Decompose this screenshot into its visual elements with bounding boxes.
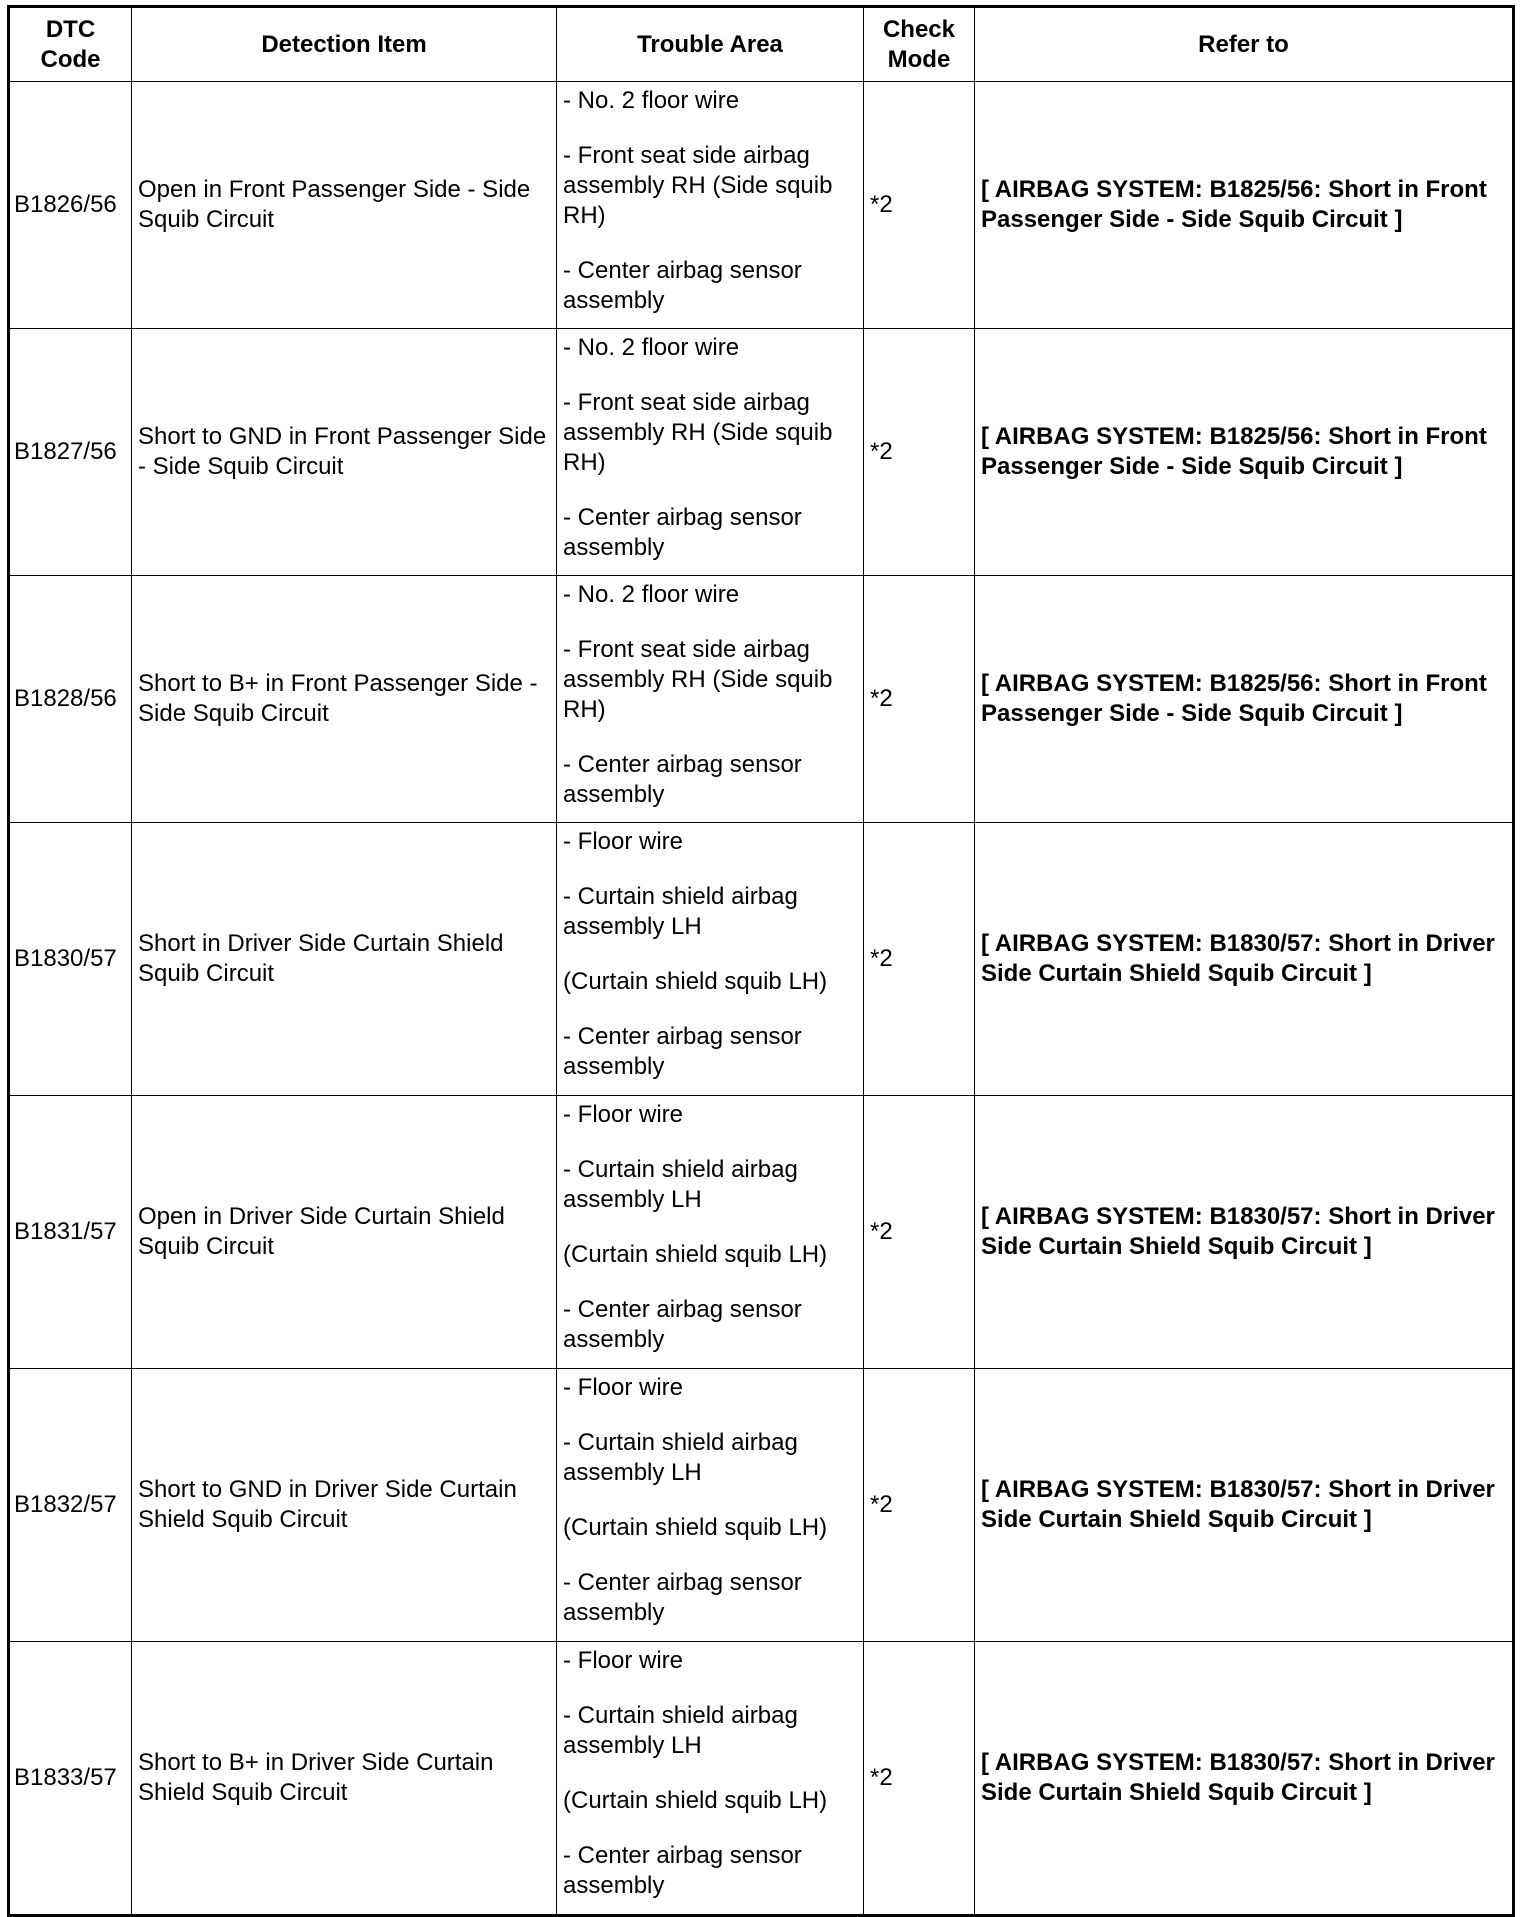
header-trouble-area: Trouble Area <box>557 7 864 82</box>
refer-to-link[interactable]: [ AIRBAG SYSTEM: B1830/57: Short in Driver Side Curtain Shield Squib Circuit ] <box>975 1096 1514 1369</box>
header-check-line1: Check <box>882 15 956 43</box>
check-mode-cell: *2 <box>864 1369 975 1642</box>
table-row <box>9 329 1514 576</box>
header-detection-item: Detection Item <box>132 7 557 82</box>
trouble-area-item: - No. 2 floor wire <box>563 581 740 608</box>
table-row <box>9 823 1514 1096</box>
dtc-code-cell: B1833/57 <box>9 1642 132 1916</box>
header-row <box>9 7 1514 82</box>
detection-item-cell: Short to GND in Front Passenger Side - Side Squib Circuit <box>132 329 557 576</box>
table-row <box>9 1096 1514 1369</box>
trouble-area-item: (Curtain shield squib LH) <box>563 1787 828 1814</box>
refer-to-link[interactable]: [ AIRBAG SYSTEM: B1825/56: Short in Front Passenger Side - Side Squib Circuit ] <box>975 576 1514 823</box>
header-check-mode <box>864 7 975 82</box>
trouble-area-item: (Curtain shield squib LH) <box>563 968 828 995</box>
trouble-area-item: - Center airbag sensor assembly <box>563 504 802 561</box>
check-mode-cell: *2 <box>864 823 975 1096</box>
dtc-code-cell: B1826/56 <box>9 82 132 329</box>
detection-item-cell: Open in Front Passenger Side - Side Squib Circuit <box>132 82 557 329</box>
detection-item-cell: Short to B+ in Front Passenger Side - Side Squib Circuit <box>132 576 557 823</box>
refer-to-link[interactable]: [ AIRBAG SYSTEM: B1830/57: Short in Driver Side Curtain Shield Squib Circuit ] <box>975 1642 1514 1916</box>
dtc-table <box>7 5 1515 1917</box>
trouble-area-item: - No. 2 floor wire <box>563 87 740 114</box>
header-dtc-line2: Code <box>40 45 101 73</box>
table-row <box>9 576 1514 823</box>
trouble-area-item: - Center airbag sensor assembly <box>563 751 802 808</box>
dtc-table-container <box>7 5 1512 1917</box>
trouble-area-item: - Front seat side airbag assembly RH (Side squib RH) <box>563 636 833 723</box>
refer-to-link[interactable]: [ AIRBAG SYSTEM: B1830/57: Short in Driver Side Curtain Shield Squib Circuit ] <box>975 823 1514 1096</box>
trouble-area-item: - Center airbag sensor assembly <box>563 1296 802 1353</box>
header-dtc-code <box>9 7 132 82</box>
dtc-code-cell: B1831/57 <box>9 1096 132 1369</box>
trouble-area-cell <box>557 82 864 329</box>
trouble-area-item: (Curtain shield squib LH) <box>563 1514 828 1541</box>
trouble-area-item: - Floor wire <box>563 828 684 855</box>
refer-to-link[interactable]: [ AIRBAG SYSTEM: B1830/57: Short in Driver Side Curtain Shield Squib Circuit ] <box>975 1369 1514 1642</box>
trouble-area-item: - Floor wire <box>563 1374 684 1401</box>
trouble-area-item: - Center airbag sensor assembly <box>563 1842 802 1899</box>
dtc-code-cell: B1830/57 <box>9 823 132 1096</box>
trouble-area-cell <box>557 1642 864 1916</box>
refer-to-link[interactable]: [ AIRBAG SYSTEM: B1825/56: Short in Front Passenger Side - Side Squib Circuit ] <box>975 82 1514 329</box>
trouble-area-item: - Curtain shield airbag assembly LH <box>563 1156 798 1213</box>
trouble-area-cell <box>557 576 864 823</box>
check-mode-cell: *2 <box>864 1096 975 1369</box>
dtc-code-cell: B1832/57 <box>9 1369 132 1642</box>
trouble-area-cell <box>557 823 864 1096</box>
trouble-area-item: - Curtain shield airbag assembly LH <box>563 883 798 940</box>
trouble-area-item: - No. 2 floor wire <box>563 334 740 361</box>
refer-to-link[interactable]: [ AIRBAG SYSTEM: B1825/56: Short in Front Passenger Side - Side Squib Circuit ] <box>975 329 1514 576</box>
header-dtc-line1: DTC <box>45 15 96 43</box>
trouble-area-item: - Curtain shield airbag assembly LH <box>563 1429 798 1486</box>
trouble-area-cell <box>557 1369 864 1642</box>
trouble-area-item: - Front seat side airbag assembly RH (Side squib RH) <box>563 389 833 476</box>
trouble-area-item: - Floor wire <box>563 1101 684 1128</box>
trouble-area-item: - Center airbag sensor assembly <box>563 1569 802 1626</box>
check-mode-cell: *2 <box>864 1642 975 1916</box>
trouble-area-item: - Floor wire <box>563 1647 684 1674</box>
check-mode-cell: *2 <box>864 329 975 576</box>
trouble-area-item: - Center airbag sensor assembly <box>563 1023 802 1080</box>
table-row <box>9 1642 1514 1916</box>
trouble-area-item: - Center airbag sensor assembly <box>563 257 802 314</box>
header-check-line2: Mode <box>887 45 951 73</box>
table-row <box>9 82 1514 329</box>
check-mode-cell: *2 <box>864 82 975 329</box>
trouble-area-item: (Curtain shield squib LH) <box>563 1241 828 1268</box>
dtc-code-cell: B1828/56 <box>9 576 132 823</box>
trouble-area-item: - Front seat side airbag assembly RH (Side squib RH) <box>563 142 833 229</box>
table-header <box>9 7 1514 82</box>
detection-item-cell: Short in Driver Side Curtain Shield Squib Circuit <box>132 823 557 1096</box>
detection-item-cell: Short to GND in Driver Side Curtain Shield Squib Circuit <box>132 1369 557 1642</box>
detection-item-cell: Open in Driver Side Curtain Shield Squib Circuit <box>132 1096 557 1369</box>
trouble-area-item: - Curtain shield airbag assembly LH <box>563 1702 798 1759</box>
detection-item-cell: Short to B+ in Driver Side Curtain Shield Squib Circuit <box>132 1642 557 1916</box>
trouble-area-cell <box>557 329 864 576</box>
table-row <box>9 1369 1514 1642</box>
check-mode-cell: *2 <box>864 576 975 823</box>
header-refer-to: Refer to <box>975 7 1514 82</box>
trouble-area-cell <box>557 1096 864 1369</box>
dtc-code-cell: B1827/56 <box>9 329 132 576</box>
table-body <box>9 82 1514 1916</box>
